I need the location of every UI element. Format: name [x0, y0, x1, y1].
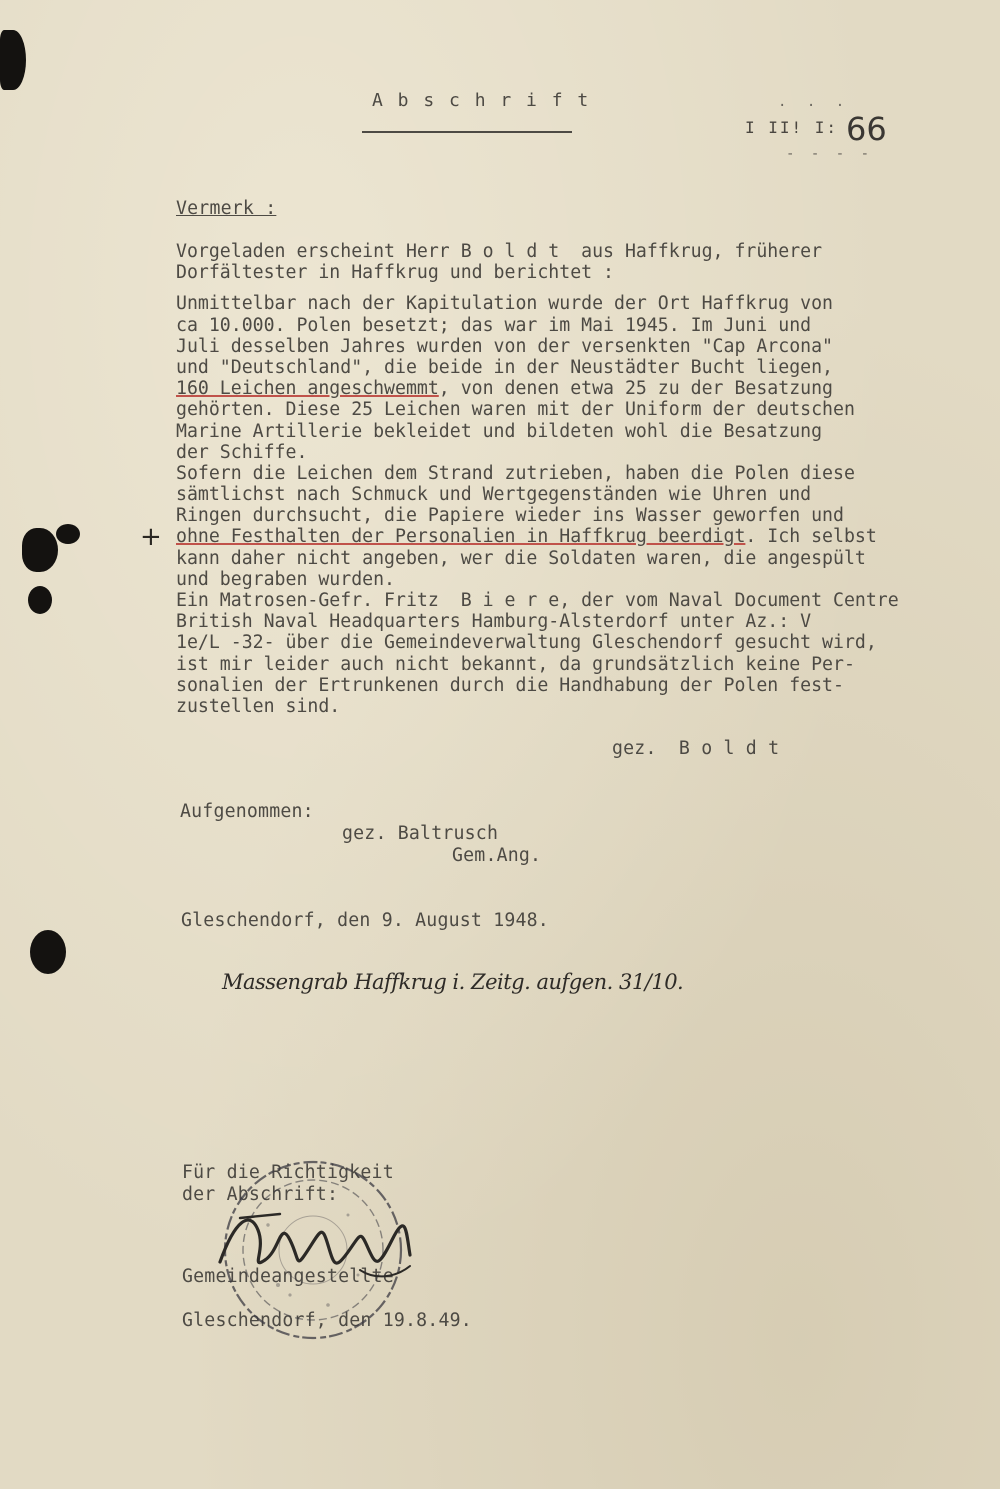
margin-plus-mark: + [140, 522, 162, 552]
body-line: zustellen sind. [176, 695, 341, 717]
recorded-role: Gem.Ang. [452, 845, 542, 866]
note-heading: Vermerk : [176, 198, 277, 219]
certification-date: Gleschendorf, den 19.8.49. [182, 1310, 472, 1331]
binder-hole-middle [28, 586, 52, 614]
body-line: Ringen durchsucht, die Papiere wieder ins Wasser geworfen und [176, 505, 844, 527]
body-line-with-underline [176, 526, 899, 547]
handwritten-note: Massengrab Haffkrug i. Zeitg. aufgen. 31/10. [222, 970, 684, 994]
binder-hole-bottom [30, 930, 66, 974]
body-line: ist mir leider auch nicht bekannt, da grundsätzlich keine Per- [176, 653, 855, 675]
body-line: sonalien der Ertrunkenen durch die Handhabung der Polen fest- [176, 674, 844, 696]
body-line: sämtlichst nach Schmuck und Wertgegenständen wie Uhren und [176, 484, 812, 506]
body-line: 1e/L -32- über die Gemeindeverwaltung Gleschendorf gesucht wird, [176, 632, 877, 654]
body-line-with-underline [176, 378, 899, 399]
note-body [176, 241, 899, 717]
signed-boldt: gez. B o l d t [612, 738, 780, 759]
body-line: Sofern die Leichen dem Strand zutrieben, haben die Polen diese [176, 462, 855, 484]
recorded-name: gez. Baltrusch [342, 823, 499, 844]
body-line: Juli desselben Jahres wurden von der versenkten "Cap Arcona" [176, 335, 833, 357]
title-underline [362, 131, 572, 133]
underlined-phrase: ohne Festhalten der Personalien in Haffkrug beerdigt [176, 526, 746, 548]
body-line: Ein Matrosen-Gefr. Fritz B i e r e, der vom Naval Document Centre [176, 590, 899, 611]
binder-hole-corner [0, 30, 26, 90]
corner-mark-mid: I II! I: [745, 118, 839, 137]
binder-hole-top-notch [56, 524, 80, 544]
certification-line: Gemeindeangestellte [182, 1266, 394, 1287]
underlined-phrase: 160 Leichen angeschwemmt [176, 378, 439, 400]
body-line: ca 10.000. Polen besetzt; das war im Mai 1945. Im Juni und [176, 314, 812, 336]
intro-line: Dorfältester in Haffkrug und berichtet : [176, 262, 614, 284]
certification-line: der Abschrift: [182, 1184, 339, 1205]
intro-line: Vorgeladen erscheint Herr B o l d t aus Haffkrug, früherer [176, 241, 823, 262]
body-line: Unmittelbar nach der Kapitulation wurde der Ort Haffkrug von [176, 293, 833, 315]
page-number: 66 [846, 110, 887, 148]
recorded-label: Aufgenommen: [180, 801, 314, 822]
handwritten-signature [210, 1200, 420, 1290]
corner-mark-bottom: - - - - [786, 146, 874, 162]
place-date: Gleschendorf, den 9. August 1948. [181, 910, 549, 931]
body-line-tail: , von denen etwa 25 zu der Besatzung [438, 378, 833, 400]
body-line: und "Deutschland", die beide in der Neustädter Bucht liegen, [176, 356, 833, 378]
binder-hole-top [22, 528, 58, 572]
certification-line: Für die Richtigkeit [182, 1162, 394, 1183]
body-line: Marine Artillerie bekleidet und bildeten wohl die Besatzung [176, 420, 823, 442]
body-line: und begraben wurden. [176, 568, 395, 590]
document-title: A b s c h r i f t [372, 90, 590, 111]
body-line-tail: . Ich selbst [745, 526, 877, 548]
body-line: kann daher nicht angeben, wer die Soldaten waren, die angespült [176, 547, 866, 569]
body-line: British Naval Headquarters Hamburg-Alsterdorf unter Az.: V [176, 611, 812, 633]
body-line: gehörten. Diese 25 Leichen waren mit der Uniform der deutschen [176, 399, 855, 421]
body-line: der Schiffe. [176, 441, 308, 463]
corner-mark-top: . . . [778, 94, 851, 110]
